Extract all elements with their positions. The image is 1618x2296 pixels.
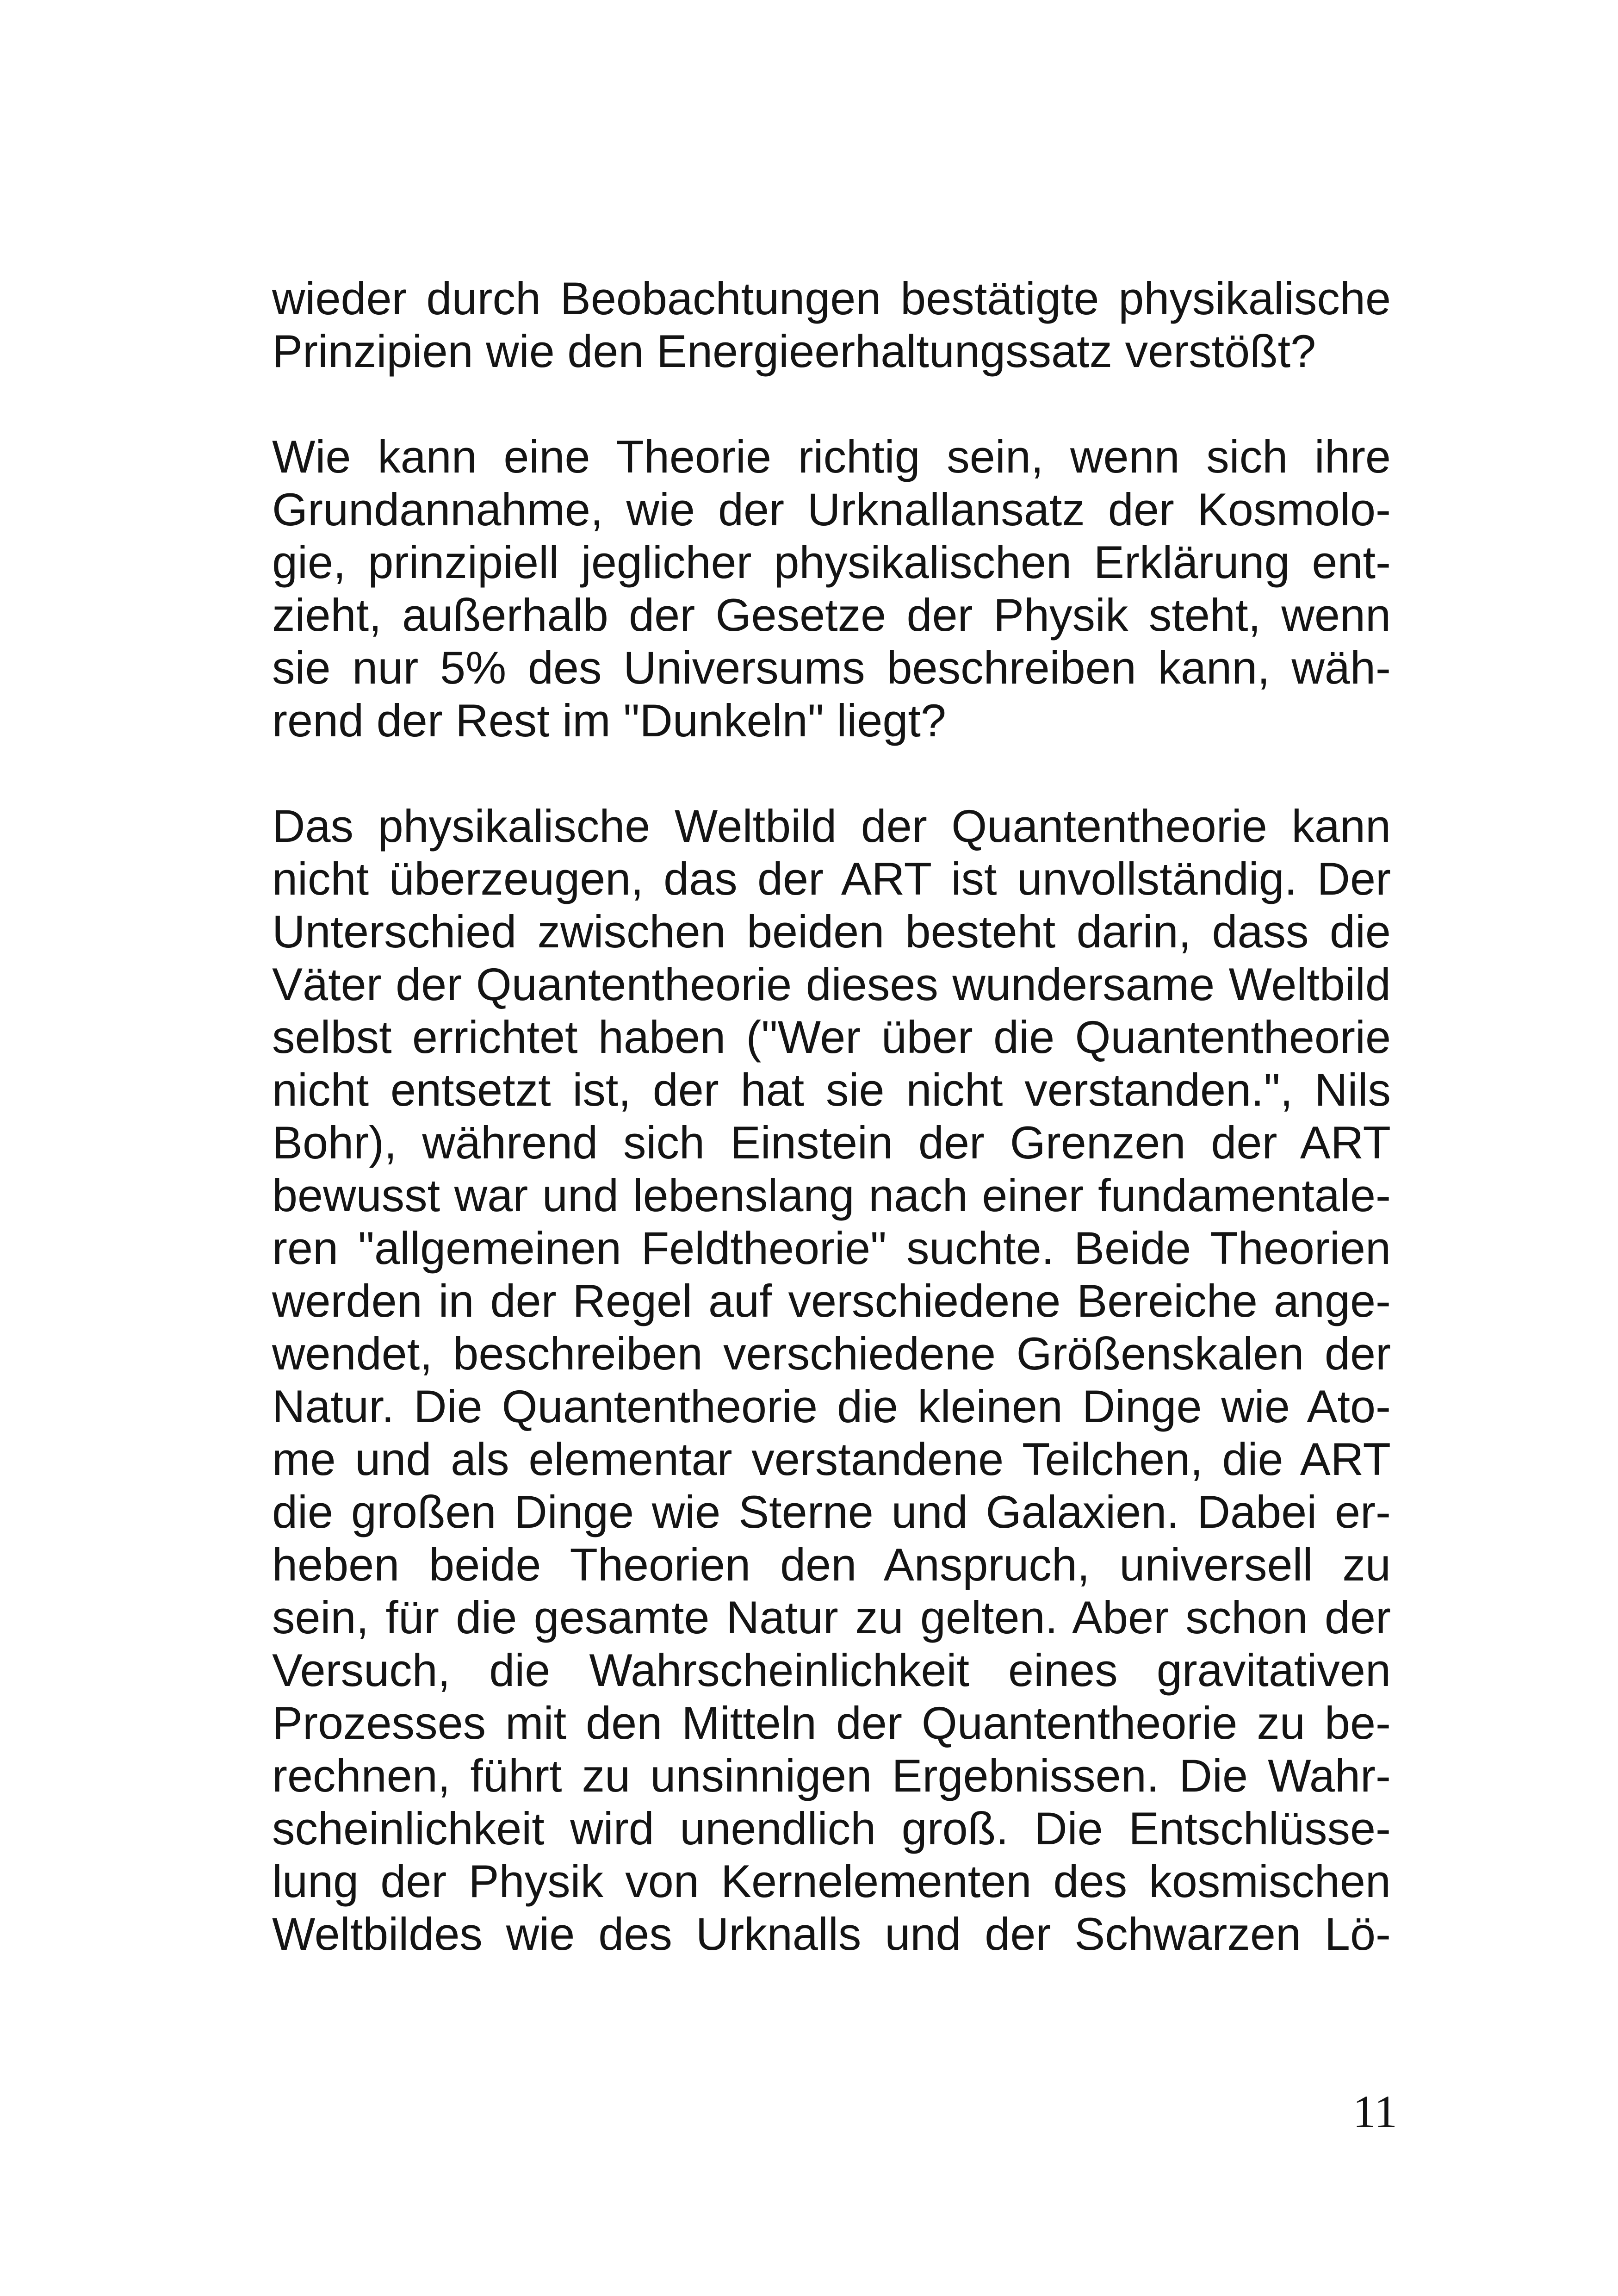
text-line: Unterschied zwischen beiden besteht darin, dass die xyxy=(272,906,1391,957)
paragraph-gap xyxy=(272,378,1391,430)
text-line: die großen Dinge wie Sterne und Galaxien. Dabei er- xyxy=(272,1486,1391,1537)
text-line: ren "allgemeinen Feldtheorie" suchte. Beide Theorien xyxy=(272,1222,1391,1274)
text-line: Das physikalische Weltbild der Quantentheorie kann xyxy=(272,800,1391,852)
text-line: selbst errichtet haben ("Wer über die Quantentheorie xyxy=(272,1011,1391,1063)
text-line: Grundannahme, wie der Urknallansatz der Kosmolo- xyxy=(272,484,1391,535)
text-line: Wie kann eine Theorie richtig sein, wenn sich ihre xyxy=(272,431,1391,482)
paragraph xyxy=(272,800,1391,1960)
text-line: sie nur 5% des Universums beschreiben kann, wäh- xyxy=(272,642,1391,693)
paragraph-gap xyxy=(272,747,1391,800)
text-line: lung der Physik von Kernelementen des kosmischen xyxy=(272,1855,1391,1907)
text-line: werden in der Regel auf verschiedene Bereiche ange- xyxy=(272,1275,1391,1326)
text-line: rechnen, führt zu unsinnigen Ergebnissen. Die Wahr- xyxy=(272,1750,1391,1801)
text-line: me und als elementar verstandene Teilchen, die ART xyxy=(272,1433,1391,1485)
text-line: Weltbildes wie des Urknalls und der Schwarzen Lö- xyxy=(272,1908,1391,1960)
text-line: nicht entsetzt ist, der hat sie nicht verstanden.", Nils xyxy=(272,1064,1391,1115)
text-line: Prozesses mit den Mitteln der Quantentheorie zu be- xyxy=(272,1697,1391,1748)
page-number: 11 xyxy=(1352,2086,1397,2137)
text-line: wieder durch Beobachtungen bestätigte physikalische xyxy=(272,273,1391,324)
text-line: Versuch, die Wahrscheinlichkeit eines gravitativen xyxy=(272,1644,1391,1696)
text-line: sein, für die gesamte Natur zu gelten. Aber schon der xyxy=(272,1592,1391,1643)
text-line: Bohr), während sich Einstein der Grenzen der ART xyxy=(272,1117,1391,1168)
text-line: Prinzipien wie den Energieerhaltungssatz verstößt? xyxy=(272,325,1316,377)
text-line: gie, prinzipiell jeglicher physikalischen Erklärung ent- xyxy=(272,536,1391,588)
paragraph xyxy=(272,430,1391,747)
text-line: nicht überzeugen, das der ART ist unvollständig. Der xyxy=(272,853,1391,904)
text-line: bewusst war und lebenslang nach einer fundamentale- xyxy=(272,1170,1391,1221)
text-line: Väter der Quantentheorie dieses wundersame Weltbild xyxy=(272,958,1391,1010)
text-line: wendet, beschreiben verschiedene Größenskalen der xyxy=(272,1328,1391,1379)
paragraph xyxy=(272,272,1391,378)
text-line: zieht, außerhalb der Gesetze der Physik steht, wenn xyxy=(272,589,1391,641)
text-line: heben beide Theorien den Anspruch, universell zu xyxy=(272,1539,1391,1590)
body-text xyxy=(272,272,1391,1960)
text-line: Natur. Die Quantentheorie die kleinen Dinge wie Ato- xyxy=(272,1381,1391,1432)
text-line: rend der Rest im "Dunkeln" liegt? xyxy=(272,695,946,746)
text-line: scheinlichkeit wird unendlich groß. Die Entschlüsse- xyxy=(272,1803,1391,1854)
